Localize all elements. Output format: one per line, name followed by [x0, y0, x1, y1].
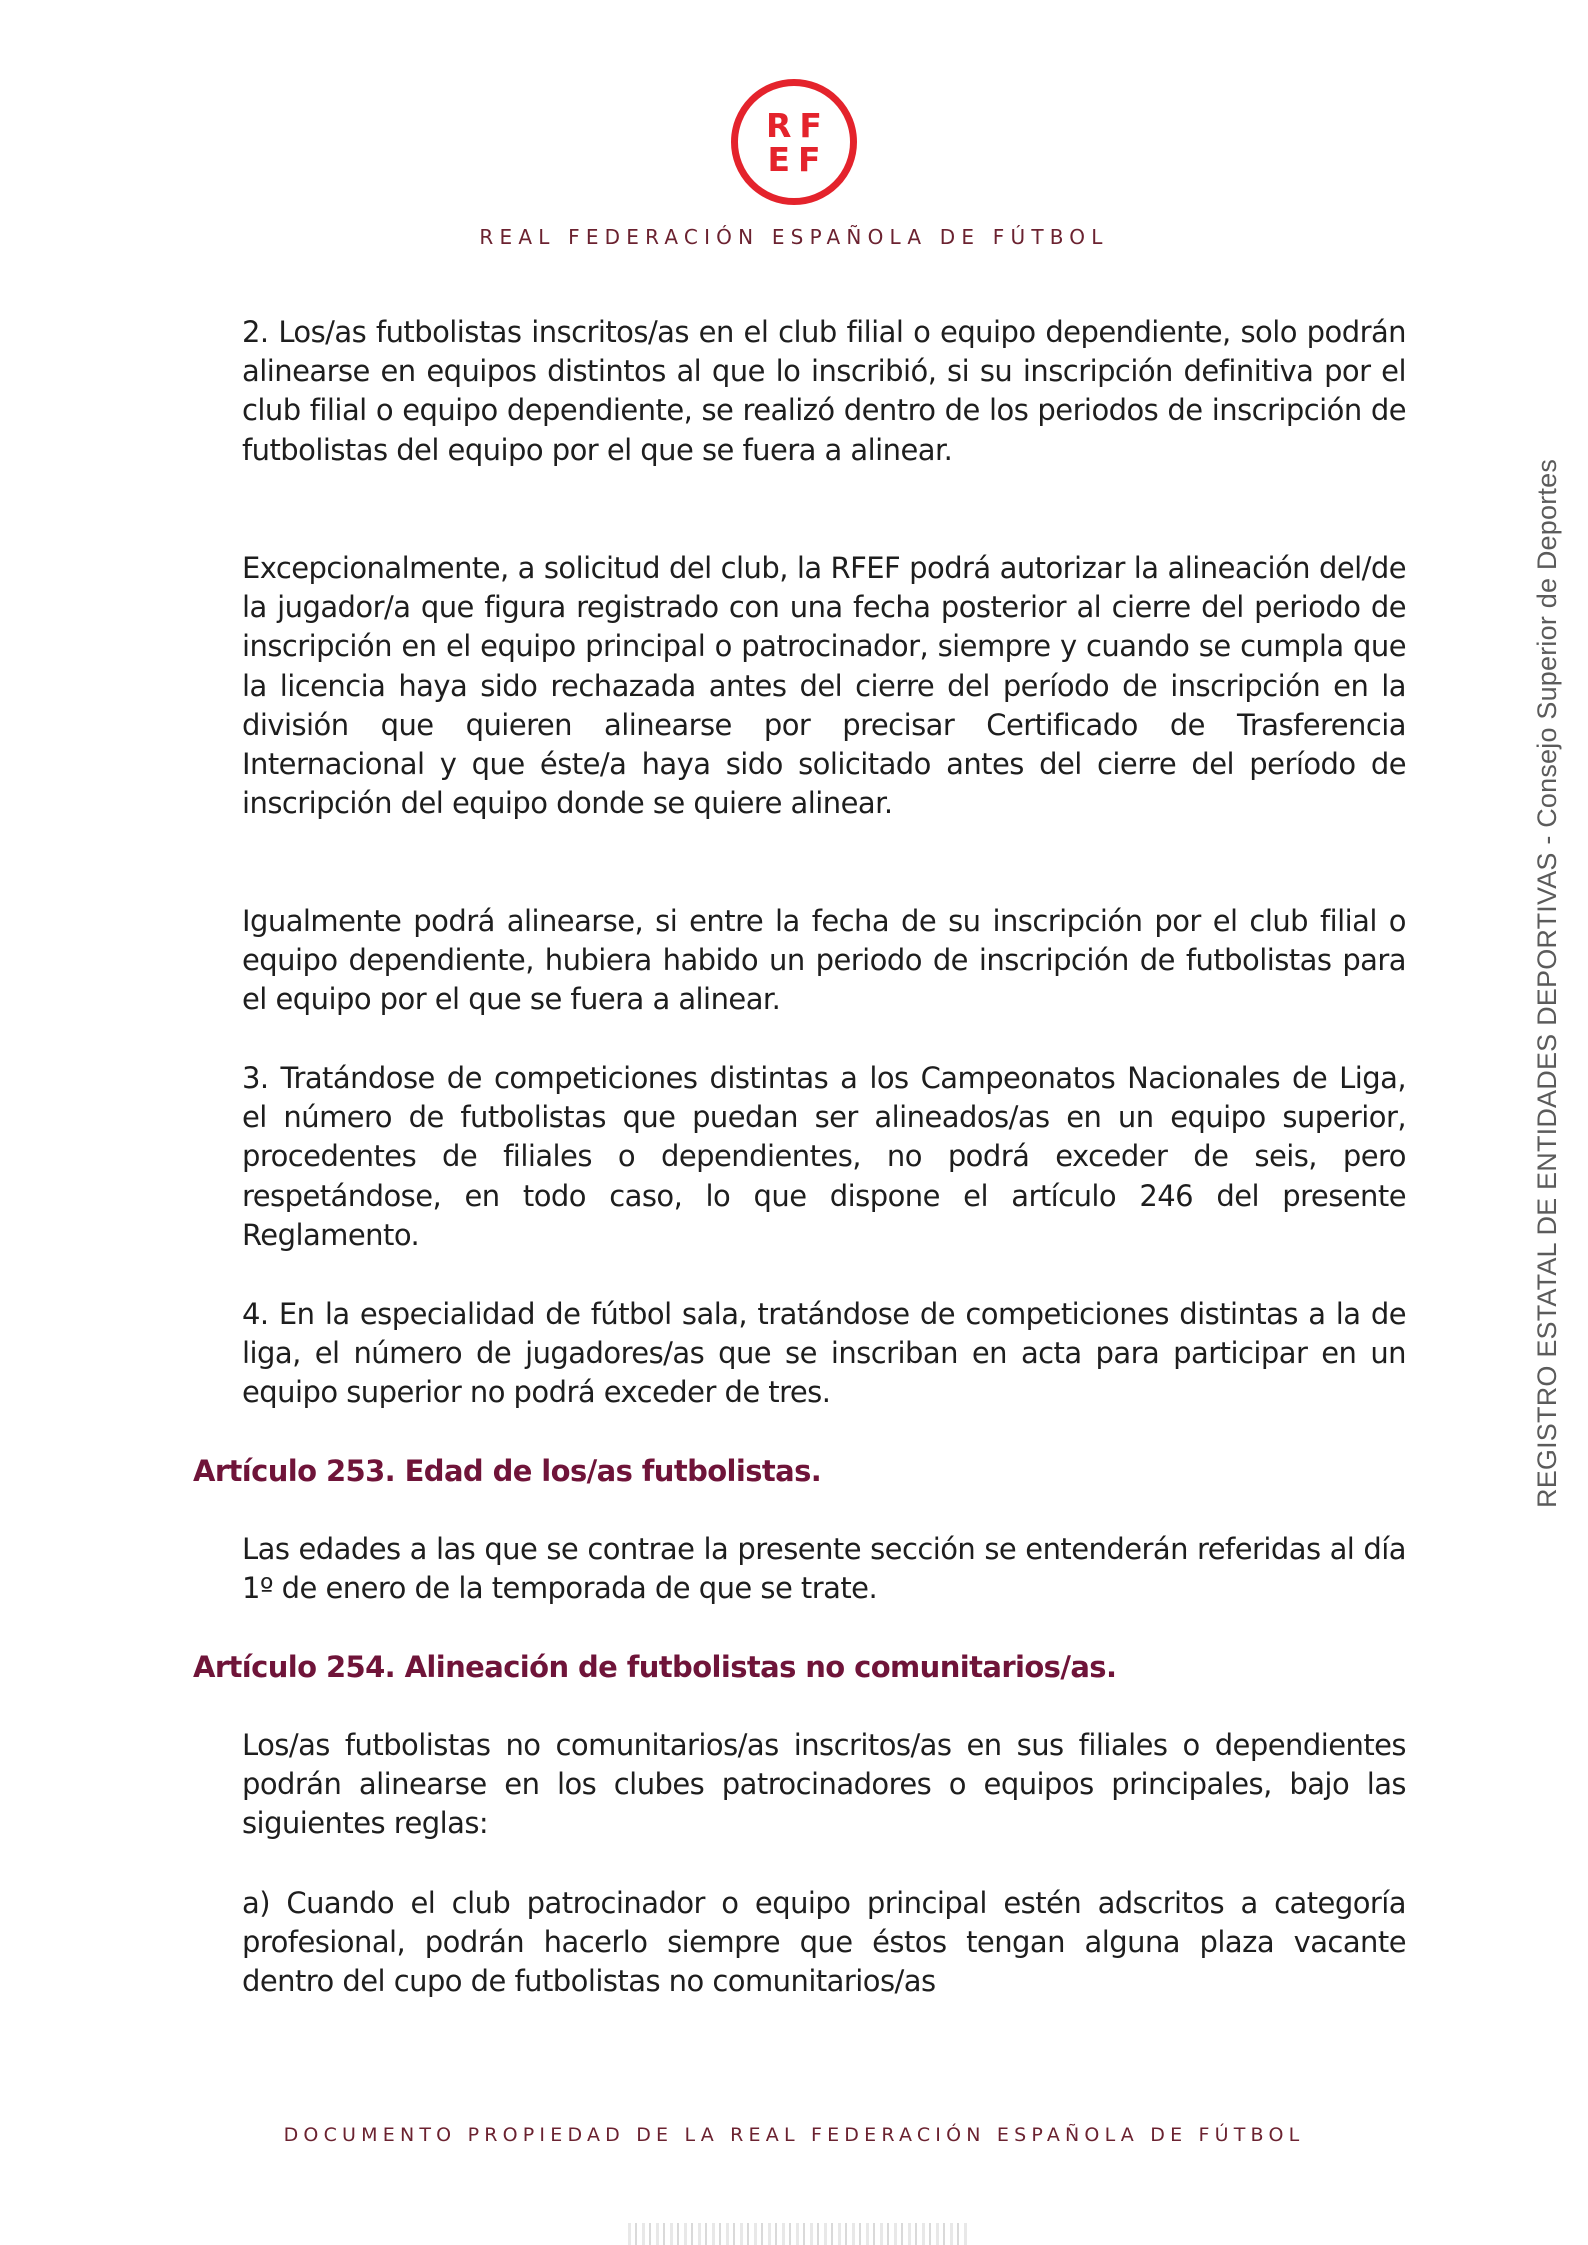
- footer-ownership: DOCUMENTO PROPIEDAD DE LA REAL FEDERACIÓN ESPAÑOLA DE FÚTBOL: [283, 2124, 1305, 2146]
- side-registry-text: REGISTRO ESTATAL DE ENTIDADES DEPORTIVAS - Consejo Superior de Deportes: [1532, 458, 1562, 1508]
- paragraph-ages: Las edades a las que se contrae la presente sección se entenderán referidas al día 1º de enero de la temporada de que se trate.: [242, 1532, 1406, 1606]
- paragraph-a-professional: a) Cuando el club patrocinador o equipo principal estén adscritos a categoría profesional, podrán hacerlo siempre que éstos tengan alguna plaza vacante dentro del cupo de futbolistas no comunitarios/as: [242, 1886, 1406, 1999]
- logo-line-1: RF: [766, 106, 830, 145]
- rfef-logo-icon: [731, 79, 857, 205]
- barcode-icon: [628, 2223, 968, 2245]
- paragraph-non-eu-players: Los/as futbolistas no comunitarios/as inscritos/as en sus filiales o dependientes podrán alinearse en los clubes patrocinadores o equipos principales, bajo las siguientes reglas:: [242, 1728, 1406, 1841]
- paragraph-likewise: Igualmente podrá alinearse, si entre la fecha de su inscripción por el club filial o equipo dependiente, hubiera habido un periodo de inscripción de futbolistas para el equipo por el que se fuera a alinear.: [242, 904, 1406, 1017]
- organization-name: REAL FEDERACIÓN ESPAÑOLA DE FÚTBOL: [479, 225, 1109, 249]
- paragraph-2-inscription: 2. Los/as futbolistas inscritos/as en el club filial o equipo dependiente, solo podrán alinearse en equipos distintos al que lo inscribió, si su inscripción definitiva por el club filial o equipo dependiente, se realizó dentro de los periodos de inscripción de futbolistas del equipo por el que se fuera a alinear.: [242, 315, 1406, 467]
- logo-line-2: EF: [767, 140, 829, 179]
- paragraph-exceptionally: Excepcionalmente, a solicitud del club, la RFEF podrá autorizar la alineación del/de la jugador/a que figura registrado con una fecha posterior al cierre del periodo de inscripción en el equipo principal o patrocinador, siempre y cuando se cumpla que la licencia haya sido rechazada antes del cierre del período de inscripción en la división que quieren alinearse por precisar Certificado de Trasferencia Internacional y que éste/a haya sido solicitado antes del cierre del período de inscripción del equipo donde se quiere alinear.: [242, 551, 1406, 821]
- article-253-heading: Artículo 253. Edad de los/as futbolistas.: [193, 1454, 822, 1488]
- article-254-heading: Artículo 254. Alineación de futbolistas no comunitarios/as.: [193, 1650, 1117, 1684]
- paragraph-4-futsal: 4. En la especialidad de fútbol sala, tratándose de competiciones distintas a la de liga, el número de jugadores/as que se inscriban en acta para participar en un equipo superior no podrá exceder de tres.: [242, 1297, 1406, 1410]
- paragraph-3-competitions: 3. Tratándose de competiciones distintas a los Campeonatos Nacionales de Liga, el número de futbolistas que puedan ser alineados/as en un equipo superior, procedentes de filiales o dependientes, no podrá exceder de seis, pero respetándose, en todo caso, lo que dispone el artículo 246 del presente Reglamento.: [242, 1061, 1406, 1252]
